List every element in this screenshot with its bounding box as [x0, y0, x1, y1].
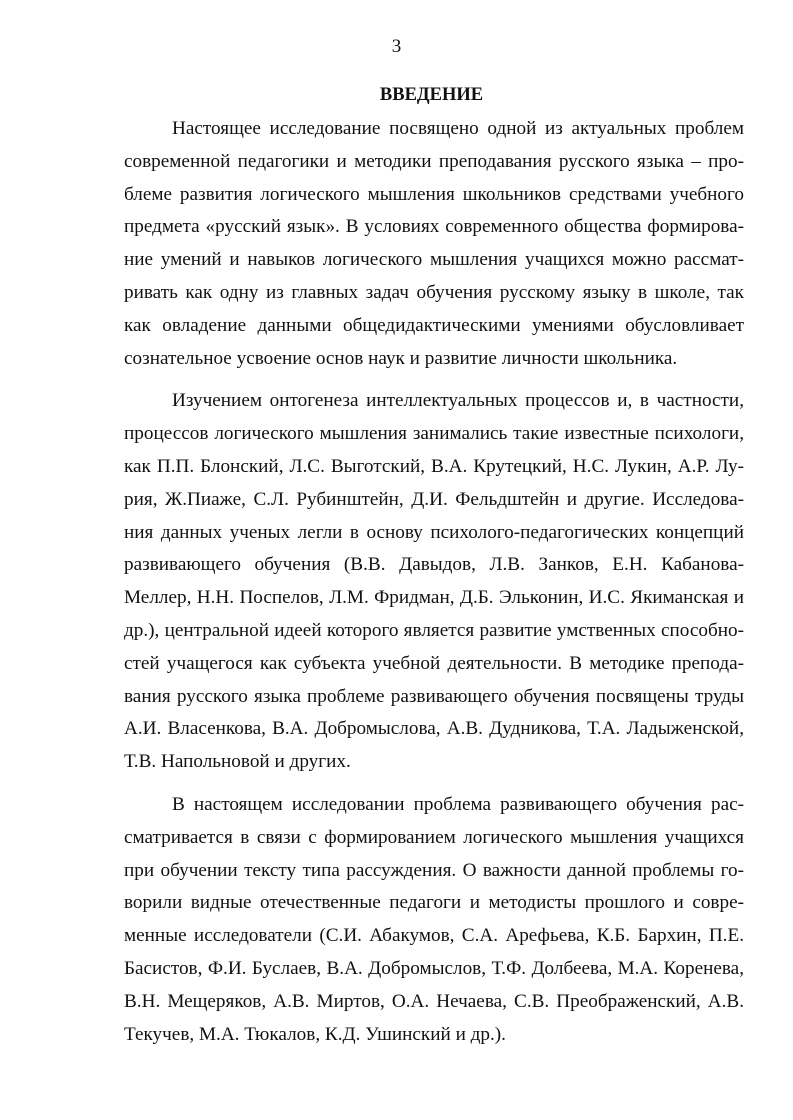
- paragraph-2: Изучением онтогенеза интеллектуальных процессов и, в частности, процессов логического мышления занимались такие известные психологи, как П.П. Блонский, Л.С. Выготский, В.А. Крутецкий, Н.С. Лукин, А.Р. Лурия, Ж.Пиаже, С.Л. Рубинштейн, Д.И. Фельдштейн и другие. Исследования данных ученых легли в основу психолого-педагогических концепций развивающего обучения (В.В. Давыдов, Л.В. Занков, Е.Н. Кабанова-Меллер, Н.Н. Поспелов, Л.М. Фридман, Д.Б. Эльконин, И.С. Якиманская и др.), центральной идеей которого является развитие умственных способностей учащегося как субъекта учебной деятельности. В методике преподавания русского языка проблеме развивающего обучения посвящены труды А.И. Власенкова, В.А. Добромыслова, А.В. Дудникова, Т.А. Ладыженской, Т.В. Напольновой и других.: [124, 390, 744, 773]
- paragraph-1: Настоящее исследование посвящено одной из актуальных проблем современной педагогики и методики преподавания русского языка – проблеме развития логического мышления школьников средствами учебного предмета «русский язык». В условиях современного общества формирование умений и навыков логического мышления учащихся можно рассматривать как одну из главных задач обучения русскому языку в школе, так как овладение данными общедидактическими умениями обусловливает сознательное усвоение основ наук и развитие личности школьника.: [124, 118, 744, 369]
- body-text: [124, 113, 744, 1051]
- paragraph-3: В настоящем исследовании проблема развивающего обучения рассматривается в связи с формированием логического мышления учащихся при обучении тексту типа рассуждения. О важности данной проблемы говорили видные отечественные педагоги и методисты прошлого и современные исследователи (С.И. Абакумов, С.А. Арефьева, К.Б. Бархин, П.Е. Басистов, Ф.И. Буслаев, В.А. Добромыслов, Т.Ф. Долбеева, М.А. Коренева, В.Н. Мещеряков, А.В. Миртов, О.А. Нечаева, С.В. Преображенский, А.В. Текучев, М.А. Тюкалов, К.Д. Ушинский и др.).: [124, 793, 744, 1045]
- page-number: 3: [391, 36, 402, 57]
- section-heading: ВВЕДЕНИЕ: [379, 85, 484, 105]
